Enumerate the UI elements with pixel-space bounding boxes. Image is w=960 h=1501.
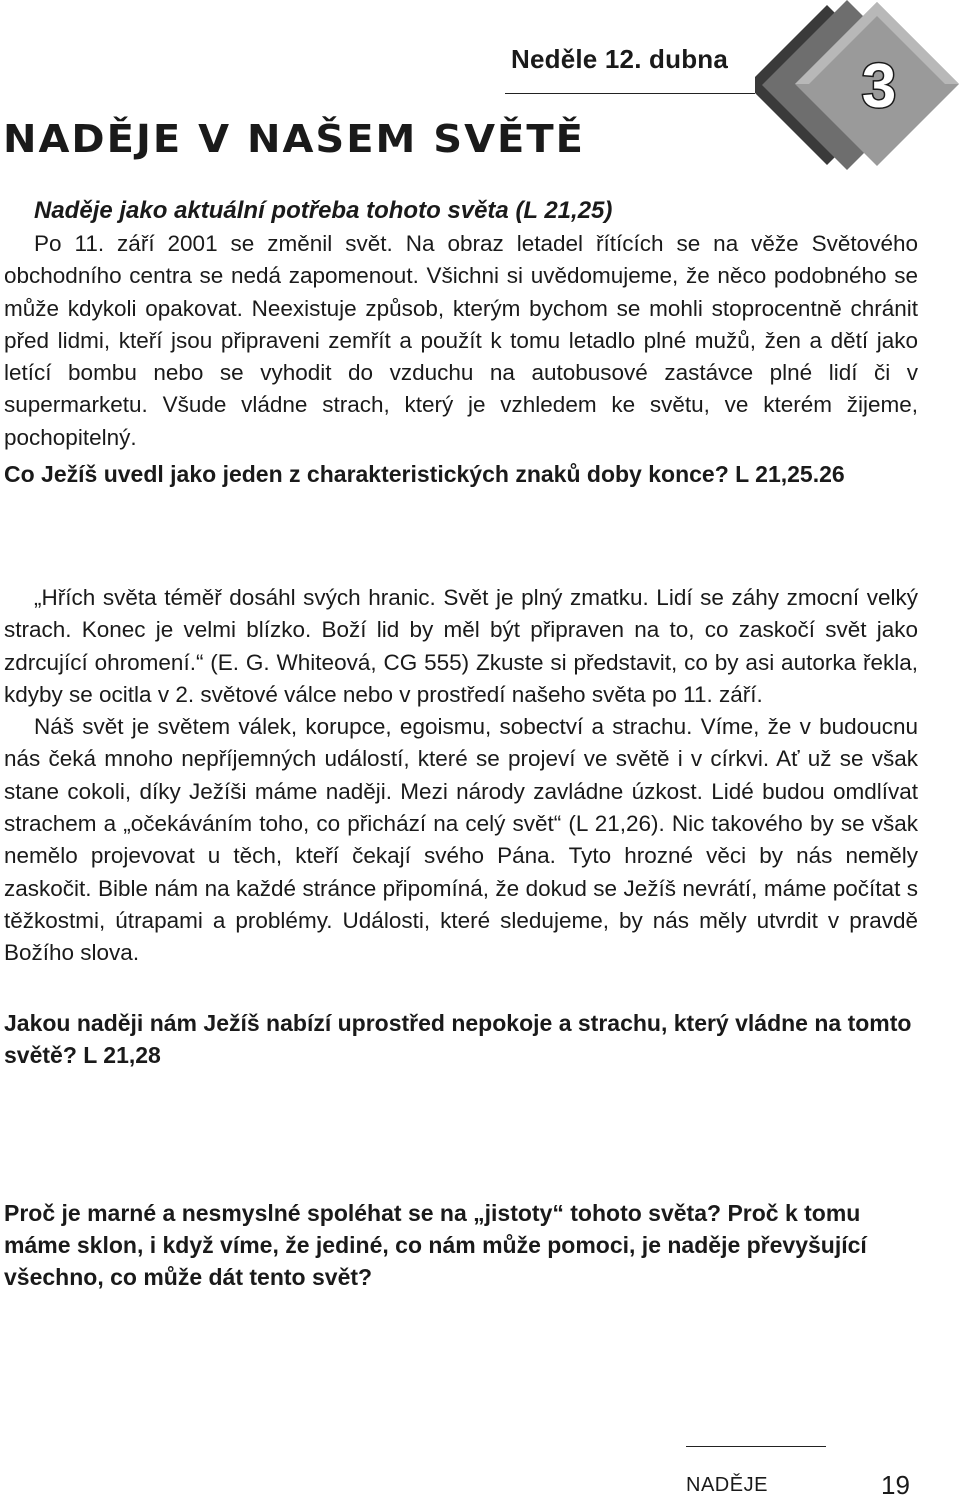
quote-text xyxy=(4,582,918,970)
study-question-3: Proč je marné a nesmyslné spoléhat se na „jistoty“ tohoto světa? Proč k tomu máme sklon, i když víme, že jediné, co nám může pomoci, je naděje převyšující všechno, co může dát tento svět? xyxy=(4,1200,867,1290)
quote-paragraph-2: Náš svět je světem válek, korupce, egoismu, sobectví a strachu. Víme, že v budoucnu nás čeká mnoho nepříjemných událostí, které se projeví ve světě i v církvi. Ať už se však stane cokoli, díky Ježíši máme naději. Mezi národy zavládne úzkost. Lidé budou omdlívat strachem a „očekáváním toho, co přichází na celý svět“ (L 21,26). Nic takového by se však nemělo projevovat u těch, kteří čekají svého Pána. Tyto hrozné věci by nás neměly zaskočit. Bible nám na každé stránce připomíná, že dokud se Ježíš nevrátí, máme počítat s těžkostmi, útrapami a problémy. Události, které sledujeme, by nás měly utvrdit v pravdě Božího slova. xyxy=(4,714,918,966)
study-question-2: Jakou naději nám Ježíš nabízí uprostřed nepokoje a strachu, který vládne na tomto světě? L 21,28 xyxy=(4,1010,912,1068)
date-underline xyxy=(505,93,755,94)
lesson-date: Neděle 12. dubna xyxy=(511,44,729,74)
lesson-number-badge xyxy=(755,0,960,170)
intro-text xyxy=(4,228,918,454)
section-heading: Naděje jako aktuální potřeba tohoto světa (L 21,25) xyxy=(34,197,613,224)
footer-label: NADĚJE xyxy=(686,1474,768,1496)
quote-paragraph-1: „Hřích světa téměř dosáhl svých hranic. Svět je plný zmatku. Lidí se záhy zmocní velký strach. Konec je velmi blízko. Boží lid by měl být připraven na to, co zaskočí svět jako zdrcující ohromení.“ (E. G. Whiteová, CG 555) Zkuste si představit, co by asi autorka řekla, kdyby se ocitla v 2. světové válce nebo v prostředí našeho světa po 11. září. xyxy=(4,585,918,707)
intro-paragraph: Po 11. září 2001 se změnil svět. Na obraz letadel řítících se na věže Světového obchodního centra se nedá zapomenout. Všichni si uvědomujeme, že něco podobného se může kdykoli opakovat. Neexistuje způsob, kterým bychom se mohli stoprocentně chránit před lidmi, kteří jsou připraveni zemřít a použít k tomu letadlo plné mužů, žen a dětí jako letící bombu nebo se vyhodit do vzduchu na autobusové zastávce plné lidí či v supermarketu. Všude vládne strach, který je vzhledem ke světu, ve kterém žijeme, pochopitelný. xyxy=(4,231,918,450)
study-question-1: Co Ježíš uvedl jako jeden z charakteristických znaků doby konce? L 21,25.26 xyxy=(4,461,845,487)
page-number: 19 xyxy=(881,1470,910,1500)
lesson-number: 3 xyxy=(861,52,897,121)
footer-rule xyxy=(686,1446,826,1447)
lesson-title: NADĚJE V NAŠEM SVĚTĚ xyxy=(3,118,585,162)
